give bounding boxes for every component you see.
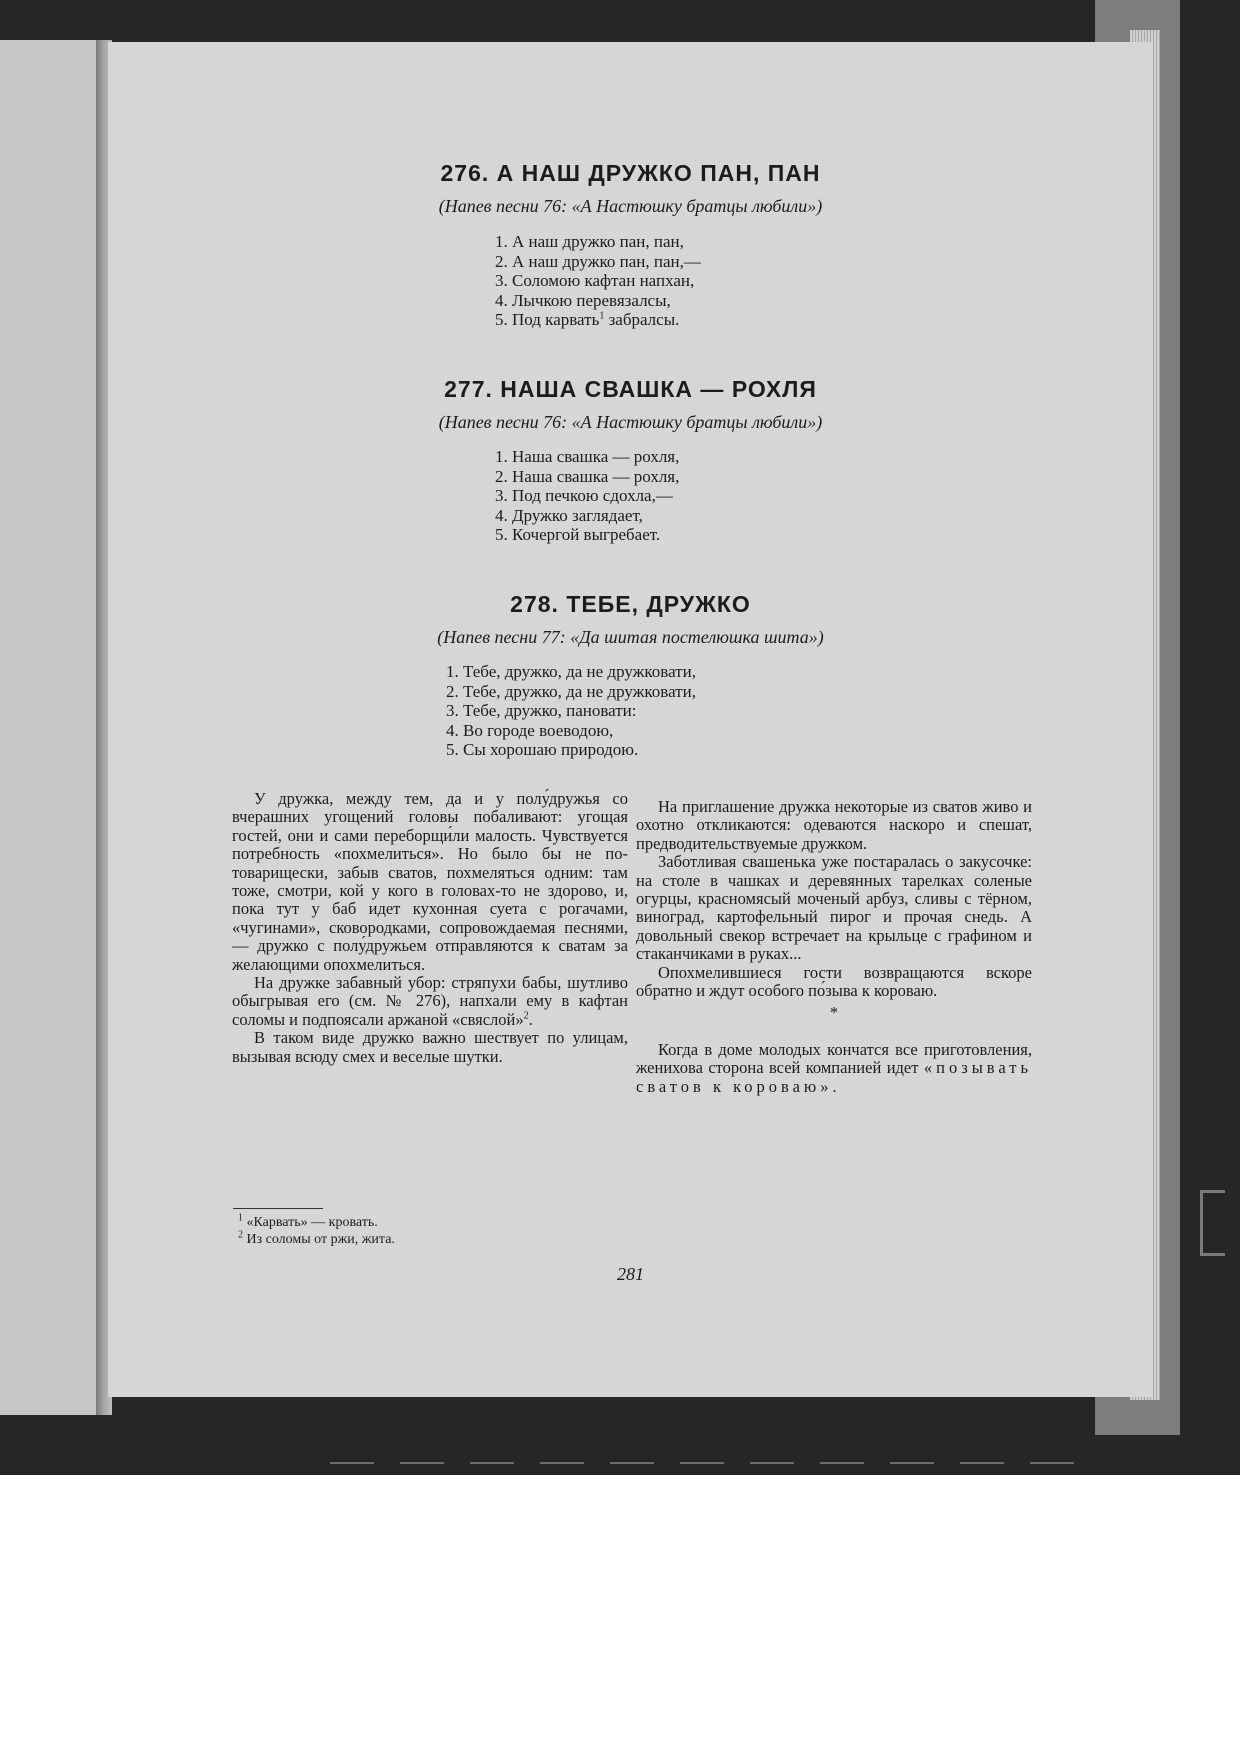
page-number: 281 xyxy=(617,1264,644,1284)
paragraph-text: . xyxy=(528,1009,533,1029)
book-page xyxy=(108,42,1153,1397)
paragraph xyxy=(636,1041,1032,1096)
verse-line: 4. Лычкою перевязалсы, xyxy=(495,290,671,310)
song-278-tune: (Напев песни 77: «Да шитая постелюшка шита») xyxy=(437,627,824,647)
scan-bracket-mark xyxy=(1200,1190,1225,1256)
footnote-number: 1 xyxy=(238,1212,243,1224)
left-column xyxy=(232,790,628,1066)
verse-line: 3. Под печкою сдохла,— xyxy=(495,486,673,505)
scan-dash xyxy=(890,1462,934,1464)
footnote-number: 2 xyxy=(238,1229,243,1241)
song-277-title: 277. НАША СВАШКА — РОХЛЯ xyxy=(444,376,817,402)
scan-dash xyxy=(680,1462,724,1464)
verse-line: 4. Во городе воеводою, xyxy=(446,720,614,740)
verse-line: 4. Дружко заглядает, xyxy=(495,505,643,525)
paragraph: У дружка, между тем, да и у полу́дружья со вчерашних угощений головы побаливают: угощая гостей, они и сами переборщи́ли малость. Чувствуется потребность «похмелиться». Но было бы не по-товарищески, забыв сватов, похмеляться одним: там тоже, смотри, кой у кого в головах-то не здорово, и, пока тут у баб идет кухонная суета с рогачами, «чугинами», сковородками, сопровождаемая песнями,— дружко с полу́дружьем отправляются к сватам за желающими опохмелиться. xyxy=(232,789,628,974)
song-277-verses xyxy=(495,447,679,545)
footnote-rule xyxy=(233,1208,323,1209)
verse-line xyxy=(495,310,701,330)
scan-dash xyxy=(960,1462,1004,1464)
verse-line: 2. А наш дружко пан, пан,— xyxy=(495,251,701,271)
scan-dash xyxy=(1030,1462,1074,1464)
verse-line: 5. Кочергой выгребает. xyxy=(495,525,661,544)
footnote-ref: 1 xyxy=(599,310,605,322)
song-276-title: 276. А НАШ ДРУЖКО ПАН, ПАН xyxy=(440,160,821,186)
verse-line: 3. Соломою кафтан напхан, xyxy=(495,271,695,290)
song-276-tune: (Напев песни 76: «А Настюшку братцы любили») xyxy=(438,196,823,216)
scan-dash xyxy=(750,1462,794,1464)
scan-dash xyxy=(820,1462,864,1464)
verse-text: 5. Под карвать xyxy=(495,310,600,329)
scan-dash xyxy=(470,1462,514,1464)
left-page-edge xyxy=(0,40,105,1415)
paragraph-text: На дружке забавный убор: стряпухи бабы, шутливо обыгрывая его (см. № 276), напхали ему в кафтан соломы и подпоясали аржаной «свяслой» xyxy=(232,973,628,1029)
footnote-text: «Карвать» — кровать. xyxy=(243,1215,378,1230)
paragraph: Опохмелившиеся гости возвращаются вскоре обратно и ждут особого по́зыва к короваю. xyxy=(636,962,1032,1001)
scan-dash xyxy=(330,1462,374,1464)
spaced-emphasis: «позывать сватов к короваю» xyxy=(636,1058,1032,1096)
right-column xyxy=(636,798,1032,1096)
footnote xyxy=(238,1214,638,1231)
scan-dash xyxy=(540,1462,584,1464)
verse-line: 5. Сы хорошаю природою. xyxy=(446,740,639,759)
song-277-tune: (Напев песни 76: «А Настюшку братцы любили») xyxy=(438,412,823,432)
paragraph: Заботливая свашенька уже постаралась о закусочке: на столе в чашках и деревянных тарелках соленые огурцы, красномясый моченый арбуз, сливы с тёрном, виноград, картофельный пирог и прочая снедь. А довольный свекор встречает на крыльце с графином и стаканчиками в руках... xyxy=(636,852,1032,964)
footnote xyxy=(238,1231,638,1248)
song-278-title: 278. ТЕБЕ, ДРУЖКО xyxy=(510,591,751,617)
paragraph-text: Когда в доме молодых кончатся все приготовления, женихова сторона всей компанией идет xyxy=(636,1039,1032,1078)
verse-line: 2. Наша свашка — рохля, xyxy=(495,466,680,486)
footnotes xyxy=(238,1214,638,1248)
verse-text: забралсы. xyxy=(604,310,680,329)
scan-dash xyxy=(400,1462,444,1464)
scan-dash xyxy=(610,1462,654,1464)
footnote-ref: 2 xyxy=(523,1010,529,1022)
verse-line: 2. Тебе, дружко, да не дружковати, xyxy=(446,681,696,701)
verse-line: 1. Наша свашка — рохля, xyxy=(495,447,680,466)
song-276-verses xyxy=(495,232,701,330)
paragraph: На приглашение дружка некоторые из сватов живо и охотно откликаются: одеваются наскоро и спешат, предводительствуемые дружком. xyxy=(636,797,1032,853)
song-278-verses xyxy=(446,662,696,760)
paragraph xyxy=(232,974,628,1029)
section-star: * xyxy=(829,1003,839,1023)
verse-line: 3. Тебе, дружко, пановати: xyxy=(446,701,637,720)
footnote-text: Из соломы от ржи, жита. xyxy=(243,1232,395,1247)
paragraph: В таком виде дружко важно шествует по улицам, вызывая всюду смех и веселые шутки. xyxy=(232,1028,628,1066)
verse-line: 1. Тебе, дружко, да не дружковати, xyxy=(446,662,696,681)
paragraph-text: . xyxy=(832,1076,837,1096)
verse-line: 1. А наш дружко пан, пан, xyxy=(495,232,684,251)
